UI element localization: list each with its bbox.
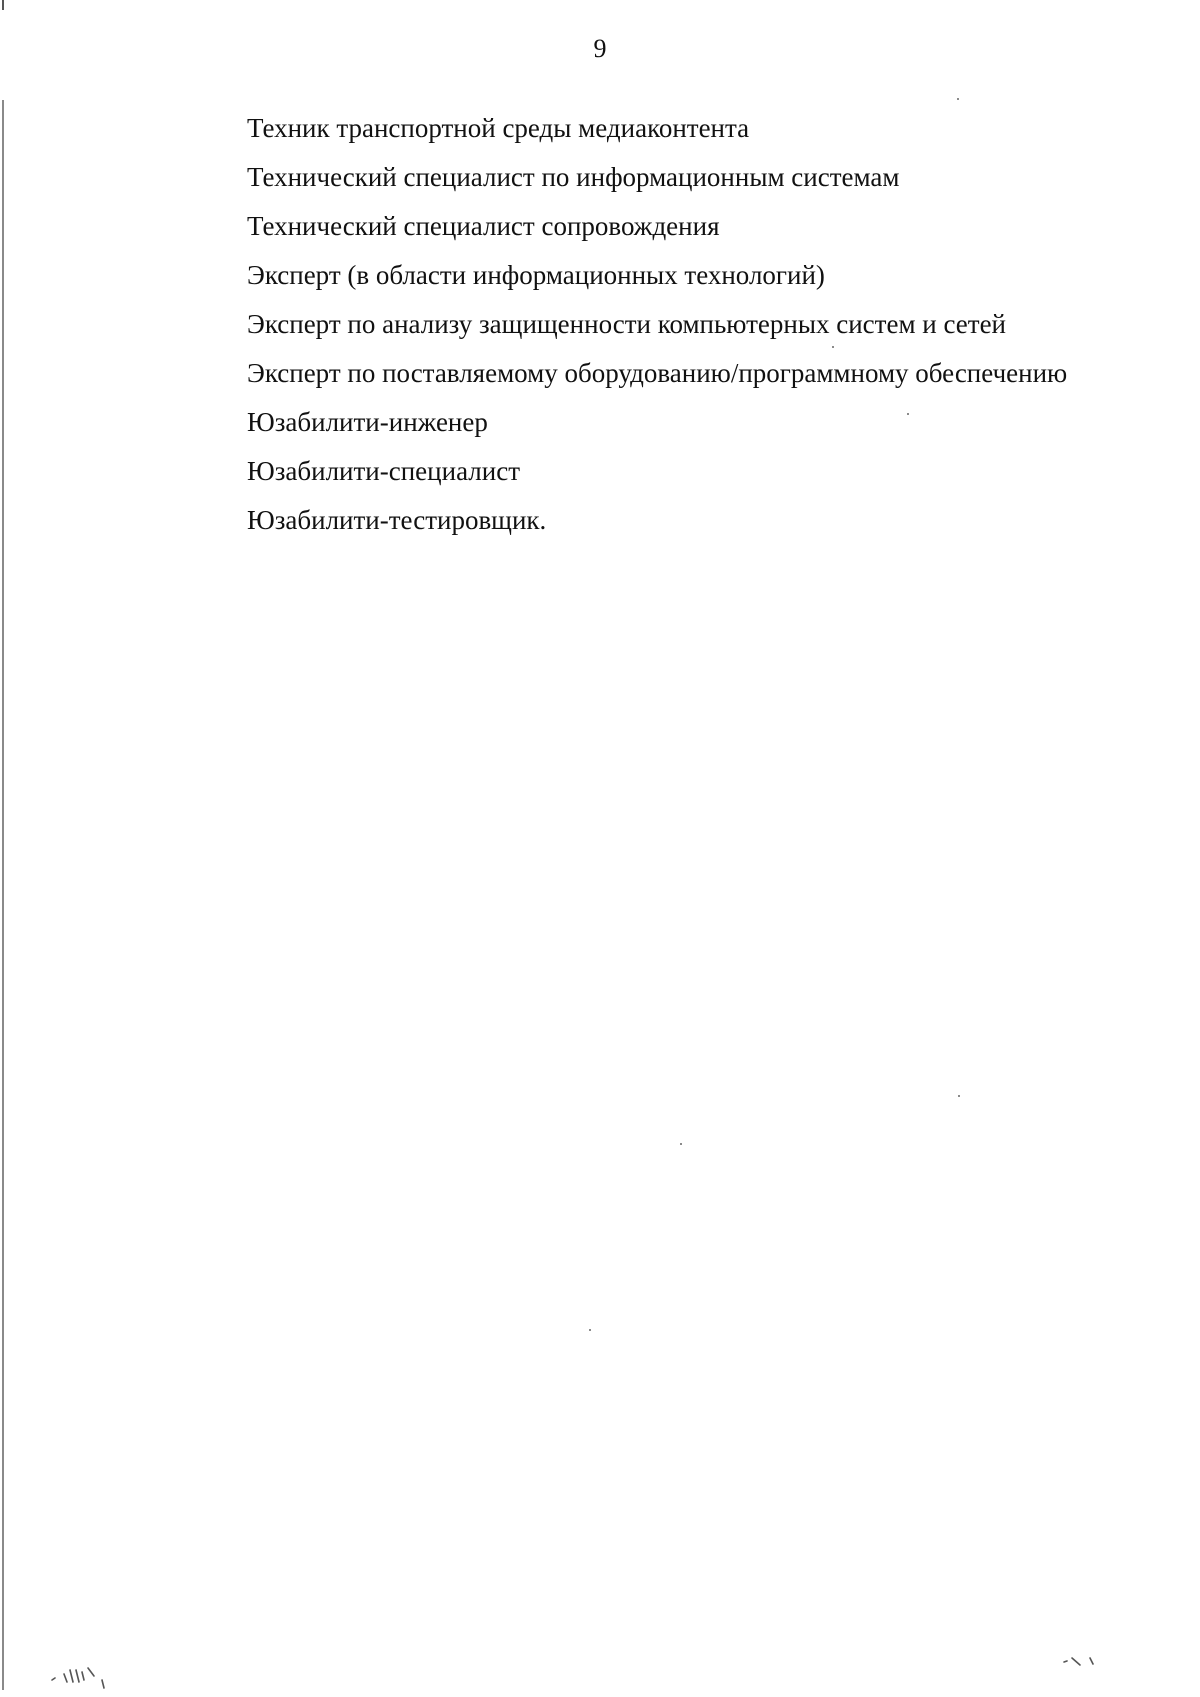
list-item: Технический специалист по информационным системам [247, 162, 900, 192]
scan-edge-line [2, 100, 4, 1690]
list-item: Эксперт (в области информационных технологий) [247, 260, 825, 290]
list-item: Юзабилити-инженер [247, 407, 488, 437]
scan-edge-mark [2, 0, 4, 10]
list-item: Юзабилити-тестировщик. [247, 505, 547, 535]
scan-speck [589, 1329, 591, 1331]
scan-speck [680, 1143, 682, 1145]
scan-speck [958, 1095, 960, 1097]
scan-speck [907, 413, 909, 415]
page-number: 9 [593, 34, 607, 63]
scan-speck [832, 346, 834, 348]
list-item: Юзабилити-специалист [247, 456, 520, 486]
occupation-list [247, 108, 1067, 549]
list-item: Техник транспортной среды медиаконтента [247, 113, 750, 143]
list-item: Эксперт по поставляемому оборудованию/программному обеспечению [247, 358, 1068, 388]
list-item: Эксперт по анализу защищенности компьютерных систем и сетей [247, 309, 1007, 339]
scan-mark-right [1062, 1652, 1112, 1672]
list-item: Технический специалист сопровождения [247, 211, 720, 241]
scan-mark-left [48, 1662, 128, 1692]
scan-speck [957, 98, 959, 100]
